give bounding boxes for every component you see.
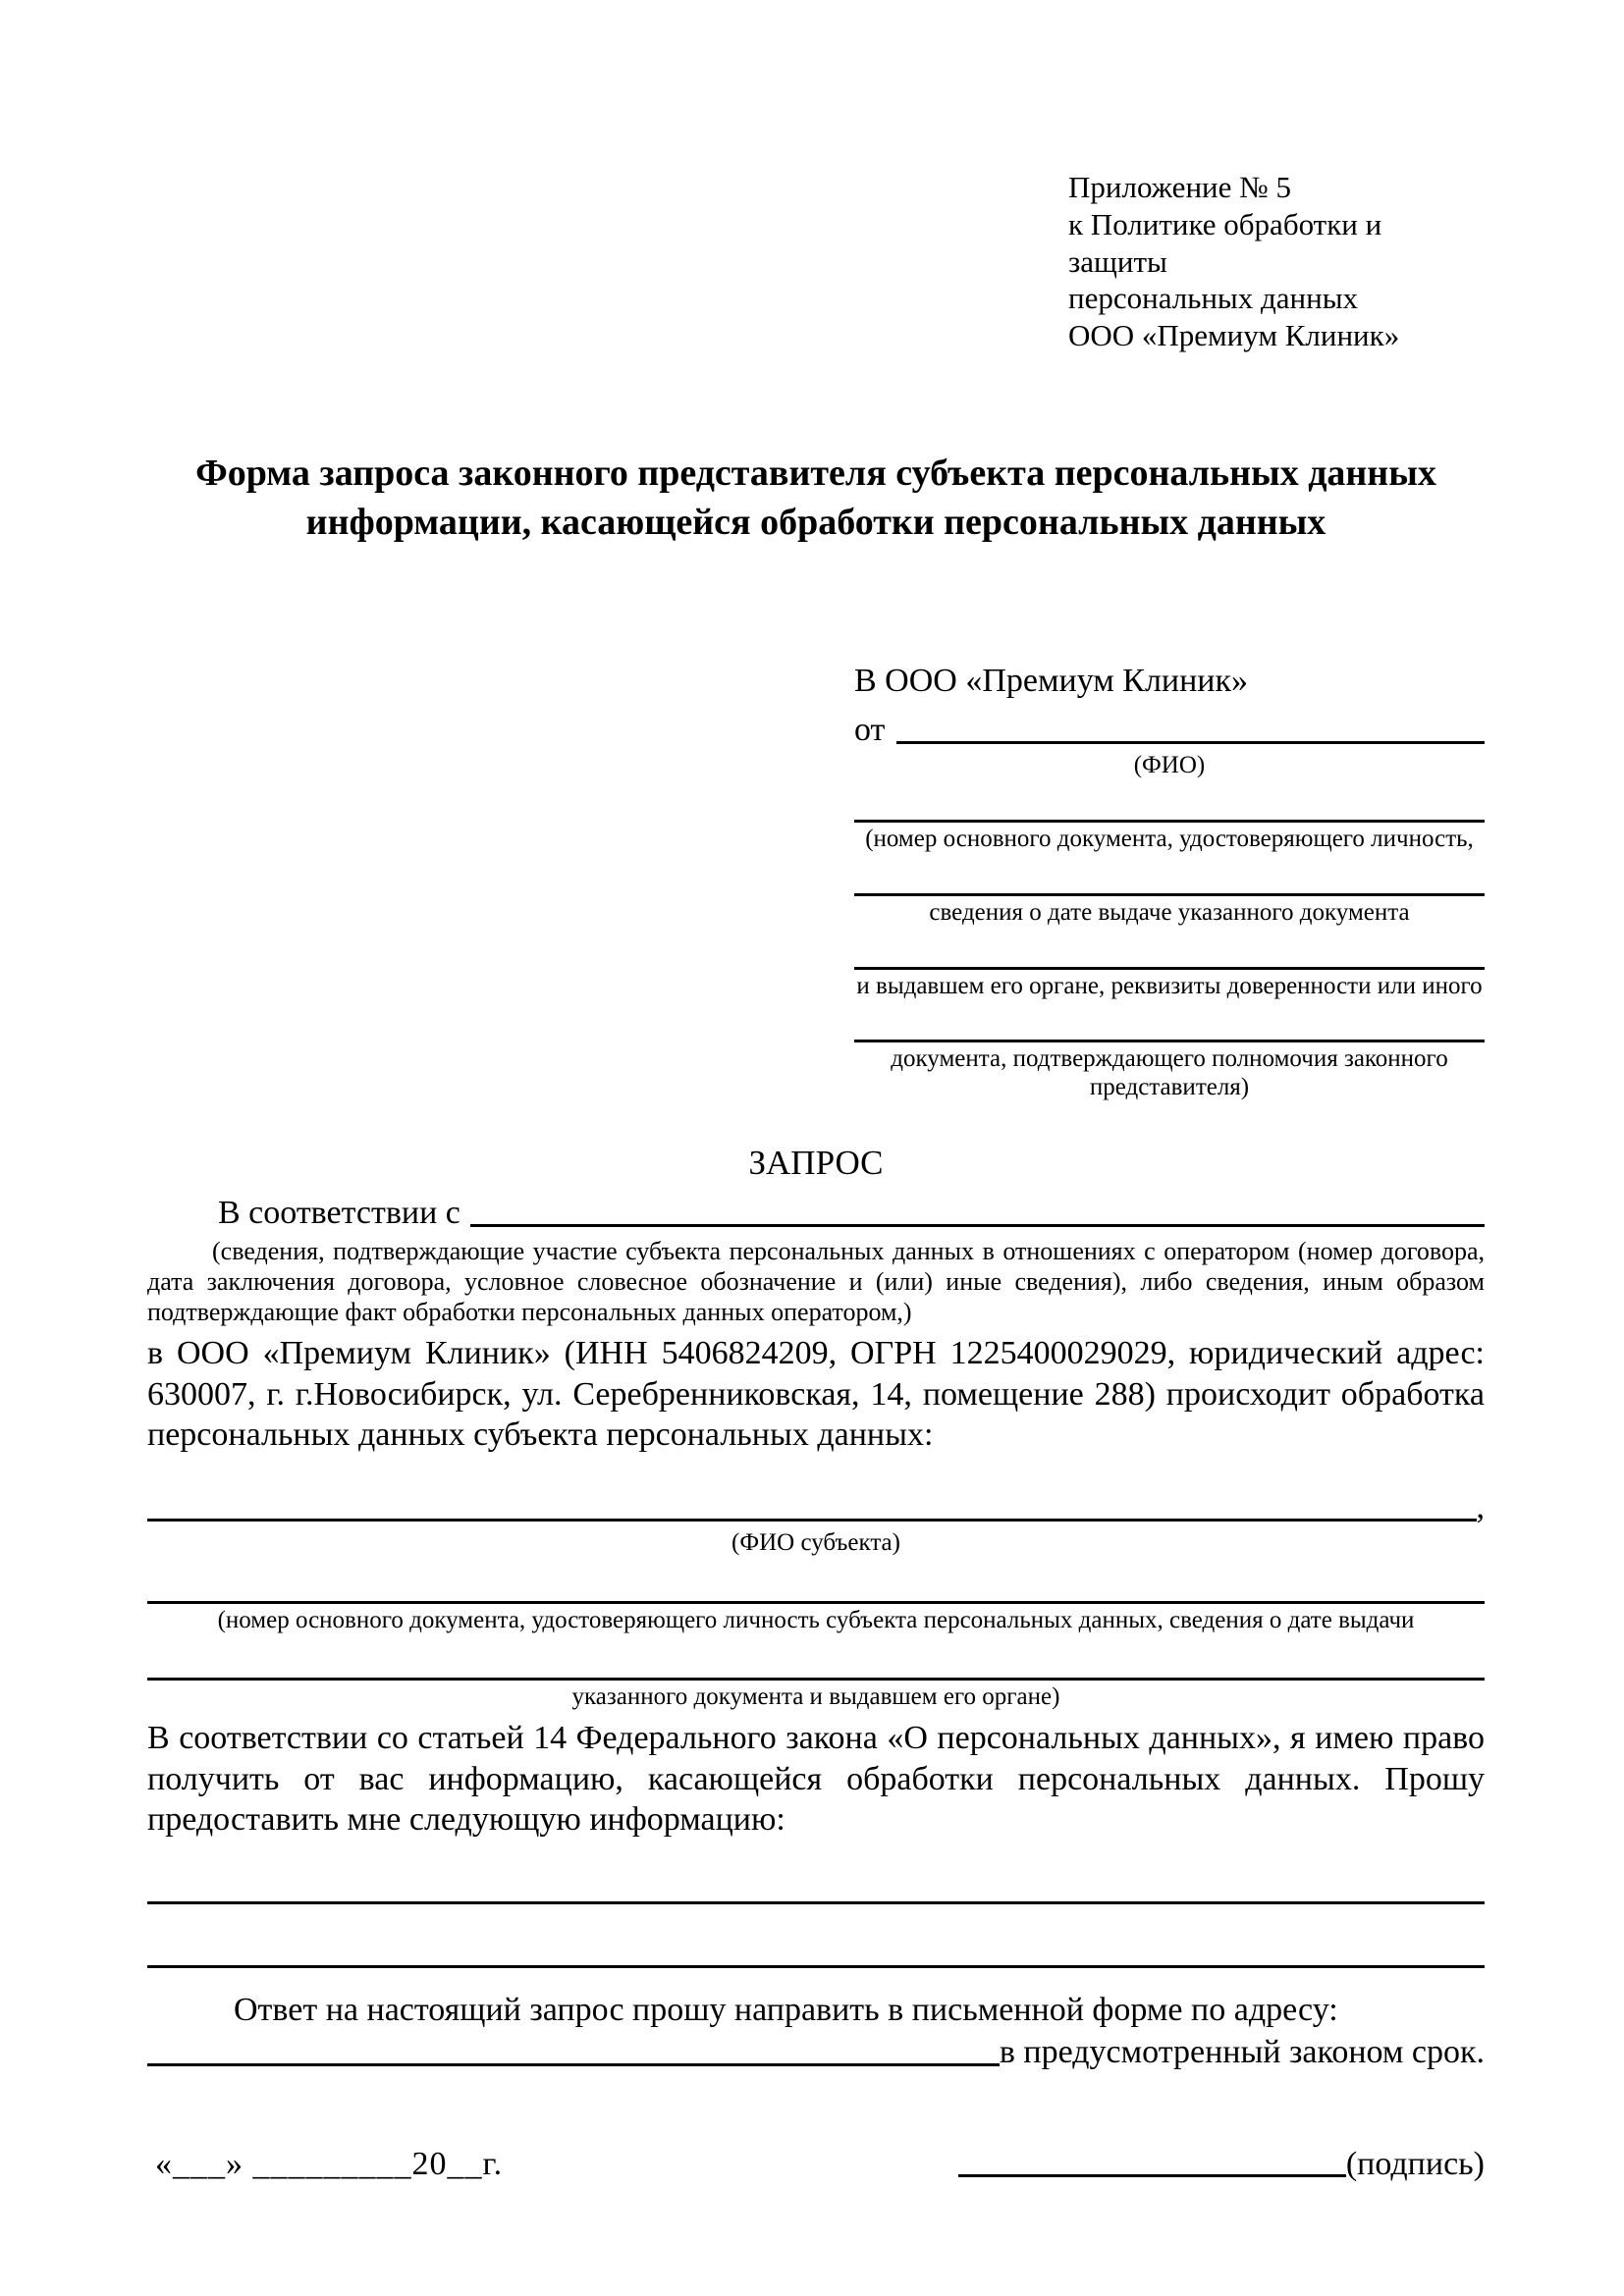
in-accordance-blank-line: [470, 1195, 1485, 1227]
fine-print-note: (сведения, подтверждающие участие субъекта персональных данных в отношениях с оператором (номер договора, дата заключения договора, условное словесное обозначение и (или) иные сведения), либо сведения, иным образом подтверждающие факт обработки персональных данных оператором,): [147, 1236, 1485, 1327]
answer-address-row: [147, 2034, 1485, 2071]
issue-date-caption: сведения о дате выдаче указанного документа: [929, 898, 1410, 926]
issue-date-blank-line: [854, 893, 1485, 896]
document-title-line1: Форма запроса законного представителя субъекта персональных данных: [195, 453, 1436, 495]
fio-caption: (ФИО): [1133, 752, 1206, 779]
information-blank-line-2: [147, 1965, 1485, 1968]
subject-document-caption-1: (номер основного документа, удостоверяющего личность субъекта персональных данных, сведения о дате выдачи: [217, 1606, 1415, 1633]
subject-document-blank-line: [147, 1601, 1485, 1604]
answer-address-blank-line: [147, 2063, 1000, 2066]
subject-document-blank-line-2: [147, 1678, 1485, 1681]
document-number-caption: (номер основного документа, удостоверяющего личность,: [865, 826, 1474, 853]
document-title: [147, 449, 1485, 547]
representative-authority-blank-line: [854, 1040, 1485, 1042]
answer-tail-text: в предусмотренный законом срок.: [999, 2033, 1485, 2070]
operator-paragraph: в ООО «Премиум Клиник» (ИНН 5406824209, ОГРН 1225400029029, юридический адрес: 630007, г. г.Новосибирск, ул. Серебренниковская, 14, помещение 288) происходит обработка персональных данных субъекта персональных данных:: [147, 1335, 1485, 1454]
from-label: от: [854, 712, 886, 749]
organization-name: ООО «Премиум Клиник»: [1068, 318, 1400, 353]
subject-fio-caption: (ФИО субъекта): [731, 1528, 900, 1556]
signature-row: [147, 2146, 1485, 2183]
law-paragraph: В соответствии со статьей 14 Федерального закона «О персональных данных», я имею право получить от вас информацию, касающейся обработки персональных данных. Прошу предоставить мне следующую информацию:: [147, 1720, 1485, 1839]
addressee-to: В ООО «Премиум Клиник»: [854, 663, 1249, 700]
document-title-line2: информации, касающейся обработки персональных данных: [305, 502, 1326, 544]
addressee-from-row: [854, 712, 1485, 749]
subject-fio-row: [147, 1489, 1485, 1526]
document-number-blank-line: [854, 820, 1485, 823]
representative-authority-caption: документа, подтверждающего полномочия законного представителя): [891, 1045, 1448, 1101]
issuing-authority-caption: и выдавшем его органе, реквизиты доверенности или иного: [856, 972, 1483, 999]
information-blank-line-1: [147, 1901, 1485, 1904]
trailing-comma: ,: [1476, 1488, 1485, 1525]
signature-blank-line: [958, 2174, 1346, 2177]
in-accordance-label: В соответствии с: [218, 1194, 460, 1231]
appendix-number: Приложение № 5: [1068, 170, 1291, 204]
in-accordance-row: [147, 1195, 1485, 1232]
appendix-reference-block: [1068, 169, 1485, 354]
subject-fio-blank-line: [147, 1519, 1477, 1522]
addressee-block: [854, 663, 1485, 1102]
subject-document-caption-2: указанного документа и выдавшем его органе): [571, 1683, 1060, 1711]
signature-caption: (подпись): [1345, 2145, 1485, 2182]
request-heading: ЗАПРОС: [748, 1143, 884, 1182]
date-blank-text: «___» _________20__г.: [155, 2145, 504, 2182]
signature-area: [958, 2146, 1485, 2183]
answer-paragraph: Ответ на настоящий запрос прошу направить в письменной форме по адресу:: [234, 1991, 1338, 2028]
issuing-authority-blank-line: [854, 967, 1485, 970]
policy-reference-line1: к Политике обработки и защиты: [1068, 206, 1382, 279]
policy-reference-line2: персональных данных: [1068, 281, 1359, 316]
fio-blank-line: [896, 712, 1485, 744]
